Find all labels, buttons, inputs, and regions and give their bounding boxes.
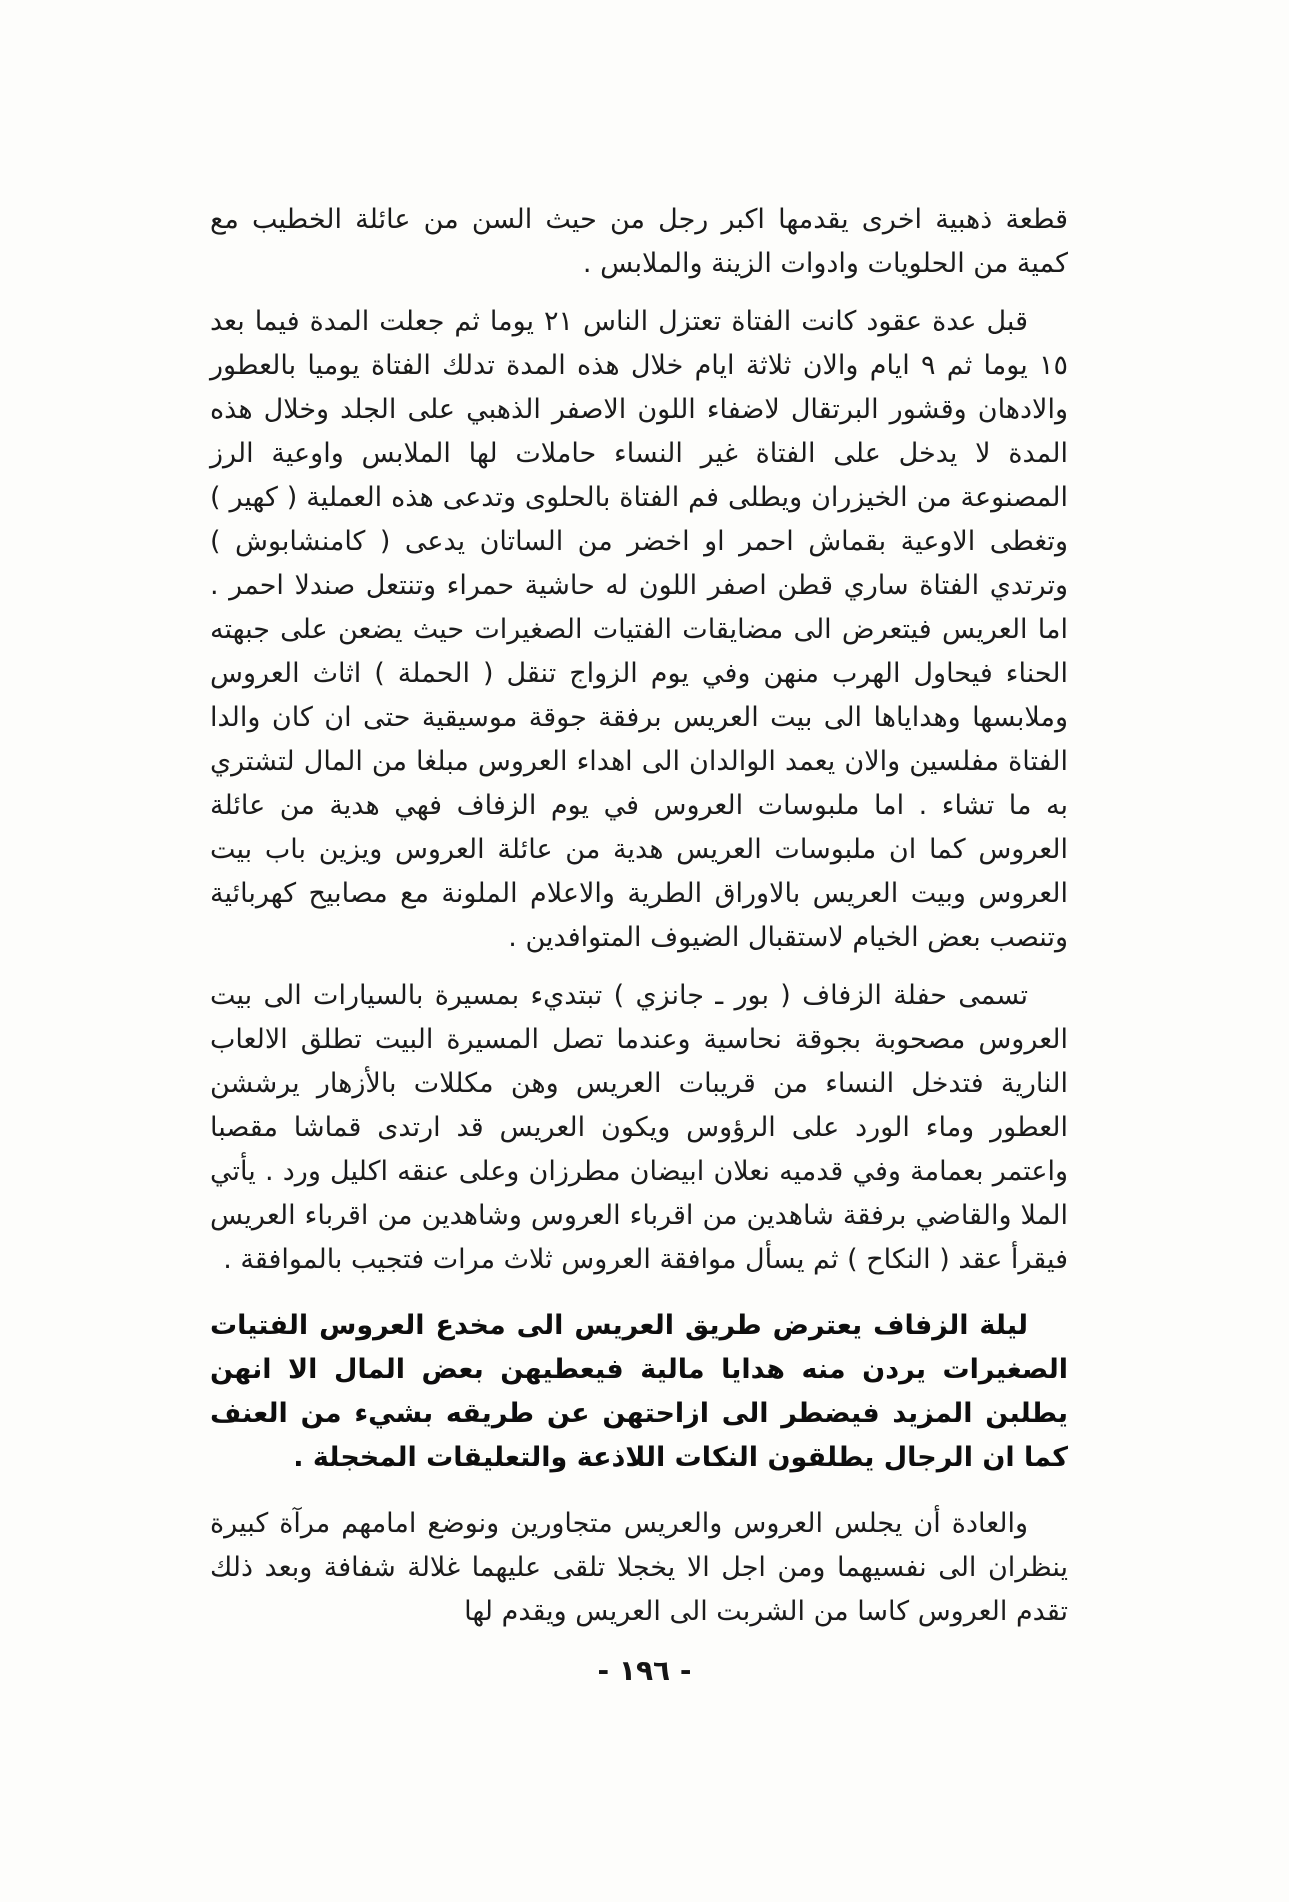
page-body bbox=[210, 198, 1068, 1634]
paragraph-mirror-custom: والعادة أن يجلس العروس والعريس متجاورين ونوضع امامهم مرآة كبيرة ينظران الى نفسيهما ومن اجل الا يخجلا تلقى عليهما غلالة شفافة وبعد ذلك تقدم العروس كاسا من الشربت الى العريس ويقدم لها bbox=[210, 1508, 1068, 1627]
page-number: - ١٩٦ - bbox=[597, 1654, 692, 1687]
paragraph-seclusion: قبل عدة عقود كانت الفتاة تعتزل الناس ٢١ يوما ثم جعلت المدة فيما بعد ١٥ يوما ثم ٩ ايام والان ثلاثة ايام خلال هذه المدة تدلك الفتاة يوميا بالعطور والادهان وقشور البرتقال لاضفاء اللون الاصفر الذهبي على الجلد وخلال هذه المدة لا يدخل على الفتاة غير النساء حاملات لها الملابس واوعية الرز المصنوعة من الخيزران ويطلى فم الفتاة بالحلوى وتدعى هذه العملية ( كهير ) وتغطى الاوعية بقماش احمر او اخضر من الساتان يدعى ( كامنشابوش ) وترتدي الفتاة ساري قطن اصفر اللون له حاشية حمراء وتنتعل صندلا احمر . اما العريس فيتعرض الى مضايقات الفتيات الصغيرات حيث يضعن على جبهته الحناء فيحاول الهرب منهن وفي يوم الزواج تنقل ( الحملة ) اثاث العروس وملابسها وهداياها الى بيت العريس برفقة جوقة موسيقية حتى ان كان والدا الفتاة مفلسين والان يعمد الوالدان الى اهداء العروس مبلغا من المال لتشتري به ما تشاء . اما ملبوسات العروس في يوم الزفاف فهي هدية من عائلة العروس كما ان ملبوسات العريس هدية من عائلة العروس ويزين باب بيت العروس وبيت العريس بالاوراق الطرية والاعلام الملونة مع مصابيح كهربائية وتنصب بعض الخيام لاستقبال الضيوف المتوافدين . bbox=[210, 306, 1069, 953]
paragraph-wedding-night: ليلة الزفاف يعترض طريق العريس الى مخدع العروس الفتيات الصغيرات يردن منه هدايا مالية فيعطيهن بعض المال الا انهن يطلبن المزيد فيضطر الى ازاحتهن عن طريقه بشيء من العنف كما ان الرجال يطلقون النكات اللاذعة والتعليقات المخجلة . bbox=[210, 1310, 1068, 1473]
paragraph-wedding-procession: تسمى حفلة الزفاف ( بور ـ جانزي ) تبتديء بمسيرة بالسيارات الى بيت العروس مصحوبة بجوقة نحاسية وعندما تصل المسيرة البيت تطلق الالعاب النارية فتدخل النساء من قريبات العريس وهن مكللات بالأزهار يرششن العطور وماء الورد على الرؤوس ويكون العريس قد ارتدى قماشا مقصبا واعتمر بعمامة وفي قدميه نعلان ابيضان مطرزان وعلى عنقه اكليل ورد . يأتي الملا والقاضي برفقة شاهدين من اقرباء العروس وشاهدين من اقرباء العريس فيقرأ عقد ( النكاح ) ثم يسأل موافقة العروس ثلاث مرات فتجيب بالموافقة . bbox=[210, 980, 1068, 1275]
paragraph-gold-piece: قطعة ذهبية اخرى يقدمها اكبر رجل من حيث السن من عائلة الخطيب مع كمية من الحلويات وادوات الزينة والملابس . bbox=[210, 204, 1068, 279]
